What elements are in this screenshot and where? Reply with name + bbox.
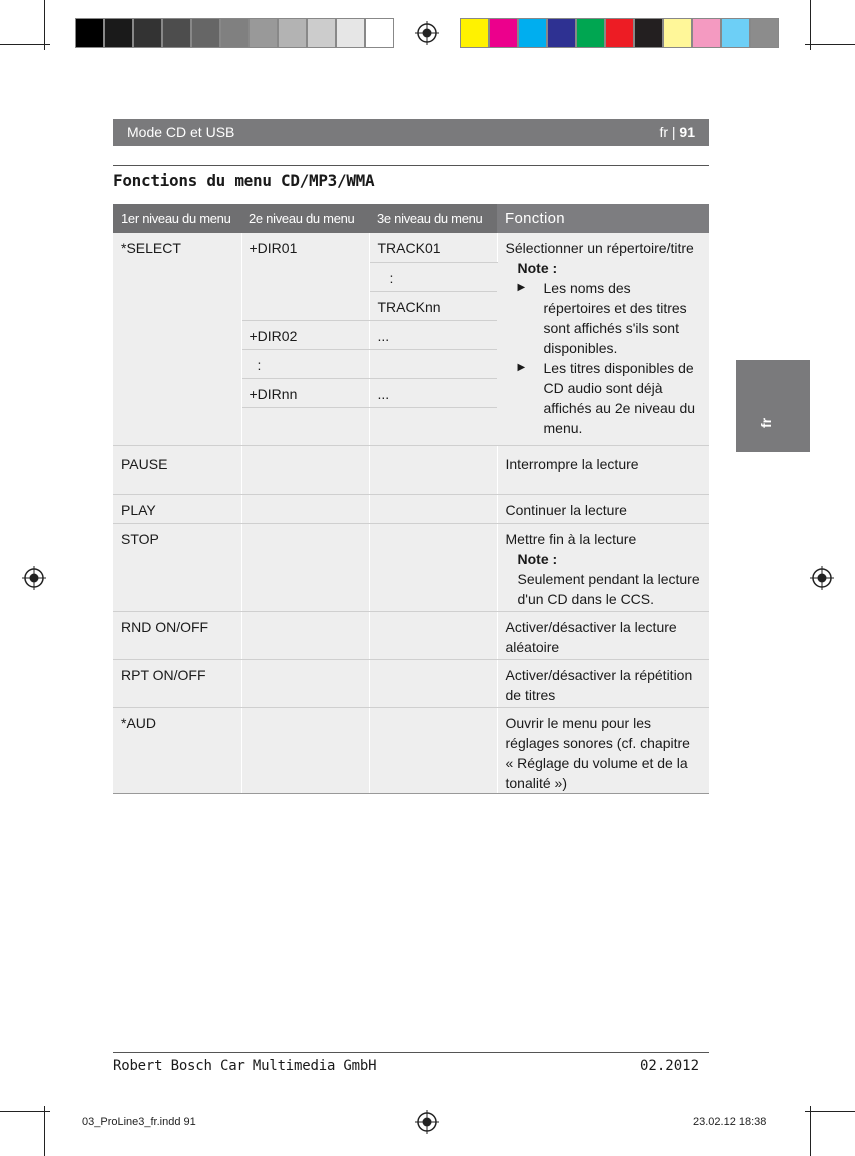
table-cell: RPT ON/OFF: [113, 659, 241, 707]
triangle-bullet-icon: ▶: [517, 362, 526, 373]
table-cell: [241, 349, 369, 378]
color-swatch: [162, 18, 191, 48]
table-cell: [369, 407, 497, 445]
table-cell: ...: [369, 378, 497, 407]
color-swatch: [750, 18, 779, 48]
side-tab-label: fr: [758, 417, 774, 428]
color-swatch: [278, 18, 307, 48]
language-side-tab: [736, 360, 810, 452]
crop-mark: [805, 44, 855, 45]
table-cell: Continuer la lecture: [497, 494, 709, 523]
table-cell: +DIR01: [241, 233, 369, 320]
table-cell: *AUD: [113, 707, 241, 793]
color-swatch: [104, 18, 133, 48]
page-title: Fonctions du menu CD/MP3/WMA: [113, 171, 375, 190]
table-row: [113, 523, 709, 611]
table-cell: Activer/désactiver la lecture aléatoire: [497, 611, 709, 659]
table-cell: [241, 707, 369, 793]
bullet-text: Les noms des répertoires et des titres sont affichés s'ils sont disponibles.: [543, 280, 687, 356]
divider: [113, 1052, 709, 1053]
crop-mark: [810, 0, 811, 50]
table-cell: +DIRnn: [241, 378, 369, 407]
table-cell: *SELECT: [113, 233, 241, 445]
section-title: Mode CD et USB: [127, 124, 235, 140]
registration-mark-icon: [810, 566, 834, 590]
table-cell: [241, 494, 369, 523]
table-cell: [369, 707, 497, 793]
page-number: 91: [679, 124, 695, 140]
table-cell: [241, 407, 369, 445]
registration-mark-icon: [415, 1110, 439, 1134]
page-number-block: [659, 124, 695, 140]
separator: |: [671, 124, 676, 140]
color-swatch: [576, 18, 605, 48]
table-cell: [497, 523, 709, 611]
color-swatch: [518, 18, 547, 48]
crop-mark: [44, 0, 45, 50]
color-swatch: [336, 18, 365, 48]
column-header: Fonction: [497, 204, 709, 233]
continuation-mark: :: [257, 356, 262, 373]
column-header: 2e niveau du menu: [241, 204, 369, 233]
color-swatch: [220, 18, 249, 48]
divider: [113, 165, 709, 166]
language-code: fr: [659, 124, 668, 140]
list-item: [518, 278, 702, 358]
footer-company: Robert Bosch Car Multimedia GmbH: [113, 1058, 377, 1074]
table-row: [113, 494, 709, 523]
continuation-mark: :: [389, 269, 394, 286]
color-swatch: [489, 18, 518, 48]
registration-mark-icon: [22, 566, 46, 590]
table-cell: [369, 494, 497, 523]
table-cell: PLAY: [113, 494, 241, 523]
table-cell: [369, 611, 497, 659]
crop-mark: [805, 1111, 855, 1112]
color-swatch: [460, 18, 489, 48]
table-cell: PAUSE: [113, 445, 241, 494]
table-cell: [241, 659, 369, 707]
table-header-row: [113, 204, 709, 233]
column-header: 3e niveau du menu: [369, 204, 497, 233]
table-cell: Ouvrir le menu pour les réglages sonores (cf. chapitre « Réglage du volume et de la tonalité »): [497, 707, 709, 793]
table-cell: [497, 233, 709, 445]
color-swatch: [191, 18, 220, 48]
table-cell: [241, 523, 369, 611]
table-cell: ...: [369, 320, 497, 349]
table-row: [113, 611, 709, 659]
table-cell: RND ON/OFF: [113, 611, 241, 659]
table-cell: +DIR02: [241, 320, 369, 349]
color-swatch: [133, 18, 162, 48]
page-header: [113, 119, 709, 146]
color-swatch: [365, 18, 394, 48]
table-cell: TRACKnn: [369, 291, 497, 320]
table-cell: Activer/désactiver la répétition de titres: [497, 659, 709, 707]
table-cell: [369, 659, 497, 707]
registration-mark-icon: [415, 21, 439, 45]
table-cell: [241, 445, 369, 494]
table-cell: [369, 349, 497, 378]
print-slug-file: 03_ProLine3_fr.indd 91: [82, 1116, 196, 1128]
table-row: [113, 233, 709, 262]
table-row: [113, 707, 709, 793]
crop-mark: [810, 1106, 811, 1156]
crop-mark: [0, 44, 50, 45]
color-swatch: [605, 18, 634, 48]
note-text: Seulement pendant la lecture d'un CD dans le CCS.: [517, 570, 700, 607]
color-swatch: [692, 18, 721, 48]
table-row: [113, 445, 709, 494]
color-swatch: [663, 18, 692, 48]
crop-mark: [44, 1106, 45, 1156]
color-swatch: [307, 18, 336, 48]
color-swatch: [547, 18, 576, 48]
table-row: [113, 659, 709, 707]
color-swatch: [721, 18, 750, 48]
crop-mark: [0, 1111, 50, 1112]
bullet-text: Les titres disponibles de CD audio sont déjà affichés au 2e niveau du menu.: [543, 360, 696, 436]
function-text: Mettre fin à la lecture: [505, 530, 637, 547]
table-cell: TRACK01: [369, 233, 497, 262]
color-swatch: [75, 18, 104, 48]
note-label: Note :: [517, 260, 558, 276]
note-label: Note :: [517, 550, 558, 567]
table-cell: [369, 262, 497, 291]
table-cell: [241, 611, 369, 659]
table-cell: Interrompre la lecture: [497, 445, 709, 494]
list-item: [518, 358, 702, 438]
function-text: Sélectionner un répertoire/titre: [505, 240, 694, 256]
print-slug-timestamp: 23.02.12 18:38: [693, 1116, 767, 1128]
triangle-bullet-icon: ▶: [517, 282, 526, 293]
column-header: 1er niveau du menu: [113, 204, 241, 233]
color-swatch: [249, 18, 278, 48]
table-cell: [369, 523, 497, 611]
color-swatch: [634, 18, 663, 48]
table-cell: STOP: [113, 523, 241, 611]
table-cell: [369, 445, 497, 494]
menu-functions-table: [113, 204, 709, 794]
footer-date: 02.2012: [640, 1058, 700, 1074]
